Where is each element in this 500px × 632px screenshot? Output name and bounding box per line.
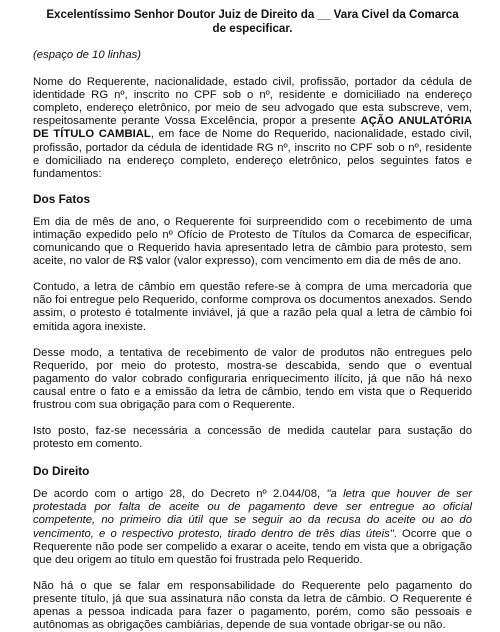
law-paragraph-2: Não há o que se falar em responsabilidade do Requerente pelo pagamento do presente título, já que sua assinatura não consta da letra de câmbio. O Requerente é apenas a pessoa indicada para fazer o pagamento, porém, como são pessoais e autônomas as obrigações cambiárias, depende de sua vontade obrigar-se ou não. [33, 579, 472, 632]
facts-paragraph-4: Isto posto, faz-se necessária a concessão de medida cautelar para sustação do protesto em comento. [33, 425, 472, 451]
facts-heading: Dos Fatos [33, 191, 91, 206]
intro-paragraph [33, 76, 472, 181]
action-name: AÇÃO ANULATÓRIA DE TÍTULO CAMBIAL [33, 115, 472, 141]
law-quote: "a letra que houver de ser protestada por falta de aceite ou de pagamento deve ser entregue ao oficial competente, no primeiro dia útil que se seguir ao da recusa do aceite ou ao do vencimento, e o respectivo protesto, tirado dentro de três dias úteis" [33, 488, 472, 540]
document-title [33, 8, 472, 35]
facts-paragraph-3: Desse modo, a tentativa de recebimento de valor de produtos não entregues pelo Requerido, por meio do protesto, mostra-se descabida, sendo que o eventual pagamento do valor cobrado configuraria enriquecimento ilícito, já que não há nexo causal entre o fato e a emissão da letra de câmbio, tendo em vista que o Requerido frustrou com sua obrigação para com o Requerente. [33, 346, 472, 411]
law-paragraph-1 [33, 488, 472, 567]
law-heading: Do Direito [33, 464, 90, 479]
space-note: (espaço de 10 linhas) [33, 49, 142, 61]
title-line-2: de especificar. [212, 21, 293, 35]
law-text-after: . Ocorre que o Requerente não pode ser compelido a exarar o aceite, tendo em vista que a obrigação que deu origem ao título em questão foi frustrada pelo Requerido. [33, 527, 472, 566]
facts-paragraph-2: Contudo, a letra de câmbio em questão refere-se à compra de uma mercadoria que não foi entregue pelo Requerido, conforme comprova os documentos anexados. Sendo assim, o protesto é totalmente inviável, já que a razão pela qual a letra de câmbio foi emitida agora inexiste. [33, 281, 472, 333]
title-line-1: Excelentíssimo Senhor Doutor Juiz de Direito da __ Vara Civel da Comarca [46, 8, 459, 21]
facts-paragraph-1: Em dia de mês de ano, o Requerente foi surpreendido com o recebimento de uma intimação expedido pelo nº Ofício de Protesto de Títulos da Comarca de especificar, comunicando que o Requerido havia apresentado letra de câmbio para protesto, sem aceite, no valor de R$ valor (valor expresso), com vencimento em dia de mês de ano. [33, 215, 472, 268]
law-text-before: De acordo com o artigo 28, do Decreto nº 2.044/08, [33, 488, 327, 501]
intro-text-after: , em face de Nome do Requerido, nacionalidade, estado civil, profissão, portador da cédula de identidade RG nº, inscrito no CPF sob o nº, residente e domiciliado na endereço completo, endereço eletrônico, pelos seguintes fatos e fundamentos: [33, 128, 472, 180]
intro-text-before: Nome do Requerente, nacionalidade, estado civil, profissão, portador da cédula de identidade RG nº, inscrito no CPF sob o nº, residente e domiciliado na endereço completo, endereço eletrônico, por meio de seu advogado que esta subscreve, vem, respeitosamente perante Vossa Excelência, propor a presente [33, 76, 472, 128]
